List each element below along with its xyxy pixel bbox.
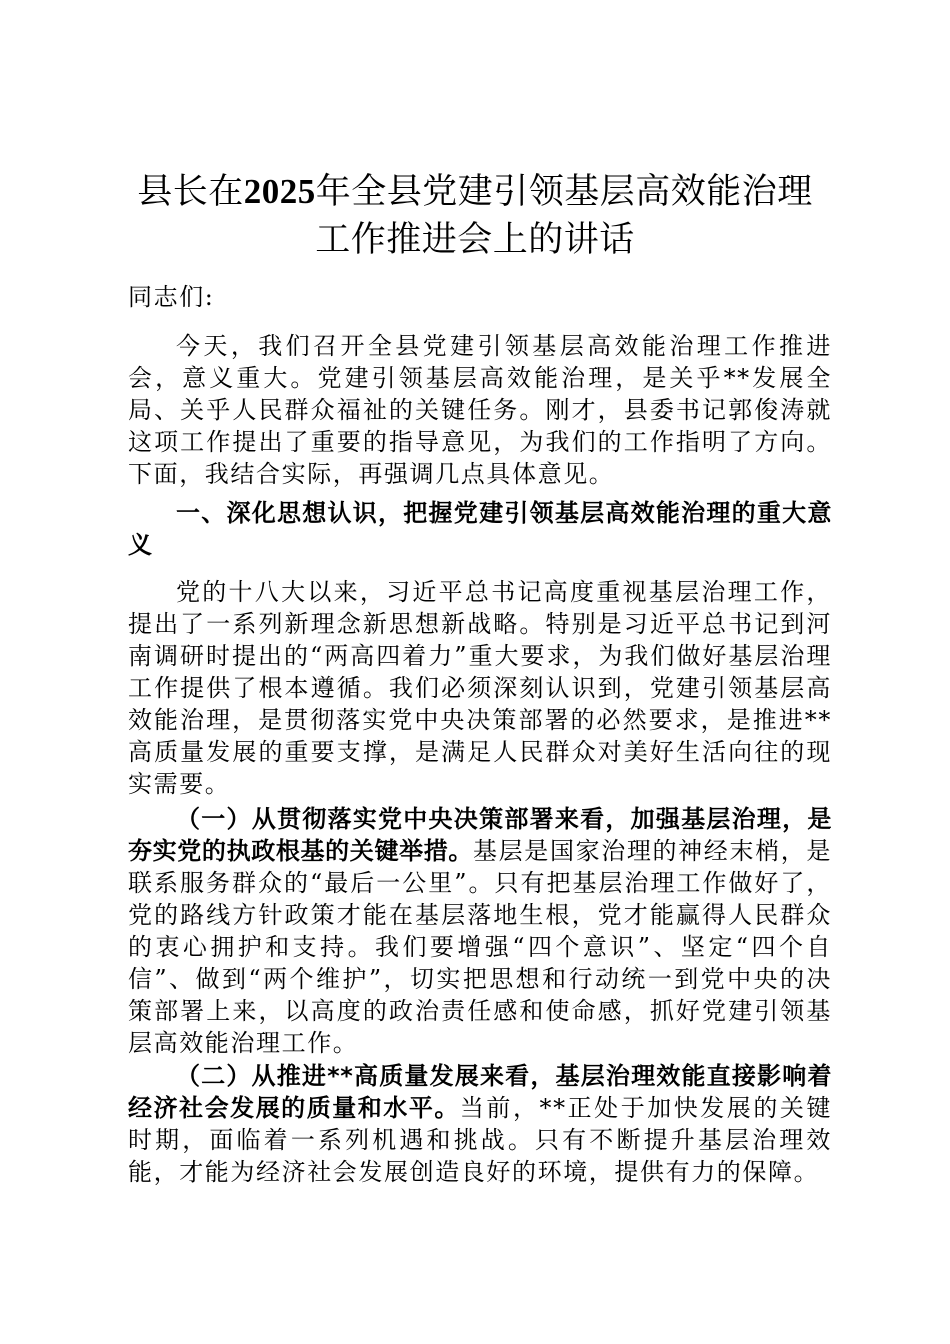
title-line-2: 工作推进会上的讲话: [315, 220, 635, 260]
point-1-text: 基层是国家治理的神经末梢，是联系服务群众的“最后一公里”。只有把基层治理工作做好了，党的路线方针政策才能在基层落地生根，党才能赢得人民群众的衷心拥护和支持。我们要增强“四个意识”、坚定“四个自信”、做到“两个维护”，切实把思想和行动统一到党中央的决策部署上来，以高度的政治责任感和使命感，抓好党建引领基层高效能治理工作。: [128, 837, 832, 1057]
title-line-1: [100, 168, 850, 216]
document-title: [100, 168, 850, 264]
salutation: 同志们:: [128, 283, 215, 311]
section-1-heading: 一、深化思想认识，把握党建引领基层高效能治理的重大意义: [128, 499, 832, 559]
point-2-paragraph: [128, 1060, 832, 1188]
point-2-lead: （二）从推进**高质量发展来看，基层治理效能直接影响着经济社会发展的质量和水平。: [128, 1062, 832, 1122]
title-suffix: 年全县党建引领基层高效能治理: [315, 172, 813, 212]
section-1-paragraph: 党的十八大以来，习近平总书记高度重视基层治理工作，提出了一系列新理念新思想新战略。特别是习近平总书记到河南调研时提出的“两高四着力”重大要求，为我们做好基层治理工作提供了根本遵循。我们必须深刻认识到，党建引领基层高效能治理，是贯彻落实党中央决策部署的必然要求，是推进**高质量发展的重要支撑，是满足人民群众对美好生活向往的现实需要。: [128, 578, 832, 798]
intro-paragraph: 今天，我们召开全县党建引领基层高效能治理工作推进会，意义重大。党建引领基层高效能治理，是关乎**发展全局、关乎人民群众福祉的关键任务。刚才，县委书记郭俊涛就这项工作提出了重要的指导意见，为我们的工作指明了方向。下面，我结合实际，再强调几点具体意见。: [128, 332, 832, 488]
point-1-lead: （一）从贯彻落实党中央决策部署来看，加强基层治理，是夯实党的执政根基的关键举措。: [128, 805, 832, 865]
point-2-text: 当前，**正处于加快发展的关键时期，面临着一系列机遇和挑战。只有不断提升基层治理效能，才能为经济社会发展创造良好的环境，提供有力的保障。: [128, 1094, 832, 1186]
point-1-paragraph: [128, 803, 832, 1059]
title-year: 2025: [243, 172, 316, 211]
title-prefix: 县长在: [137, 172, 244, 212]
